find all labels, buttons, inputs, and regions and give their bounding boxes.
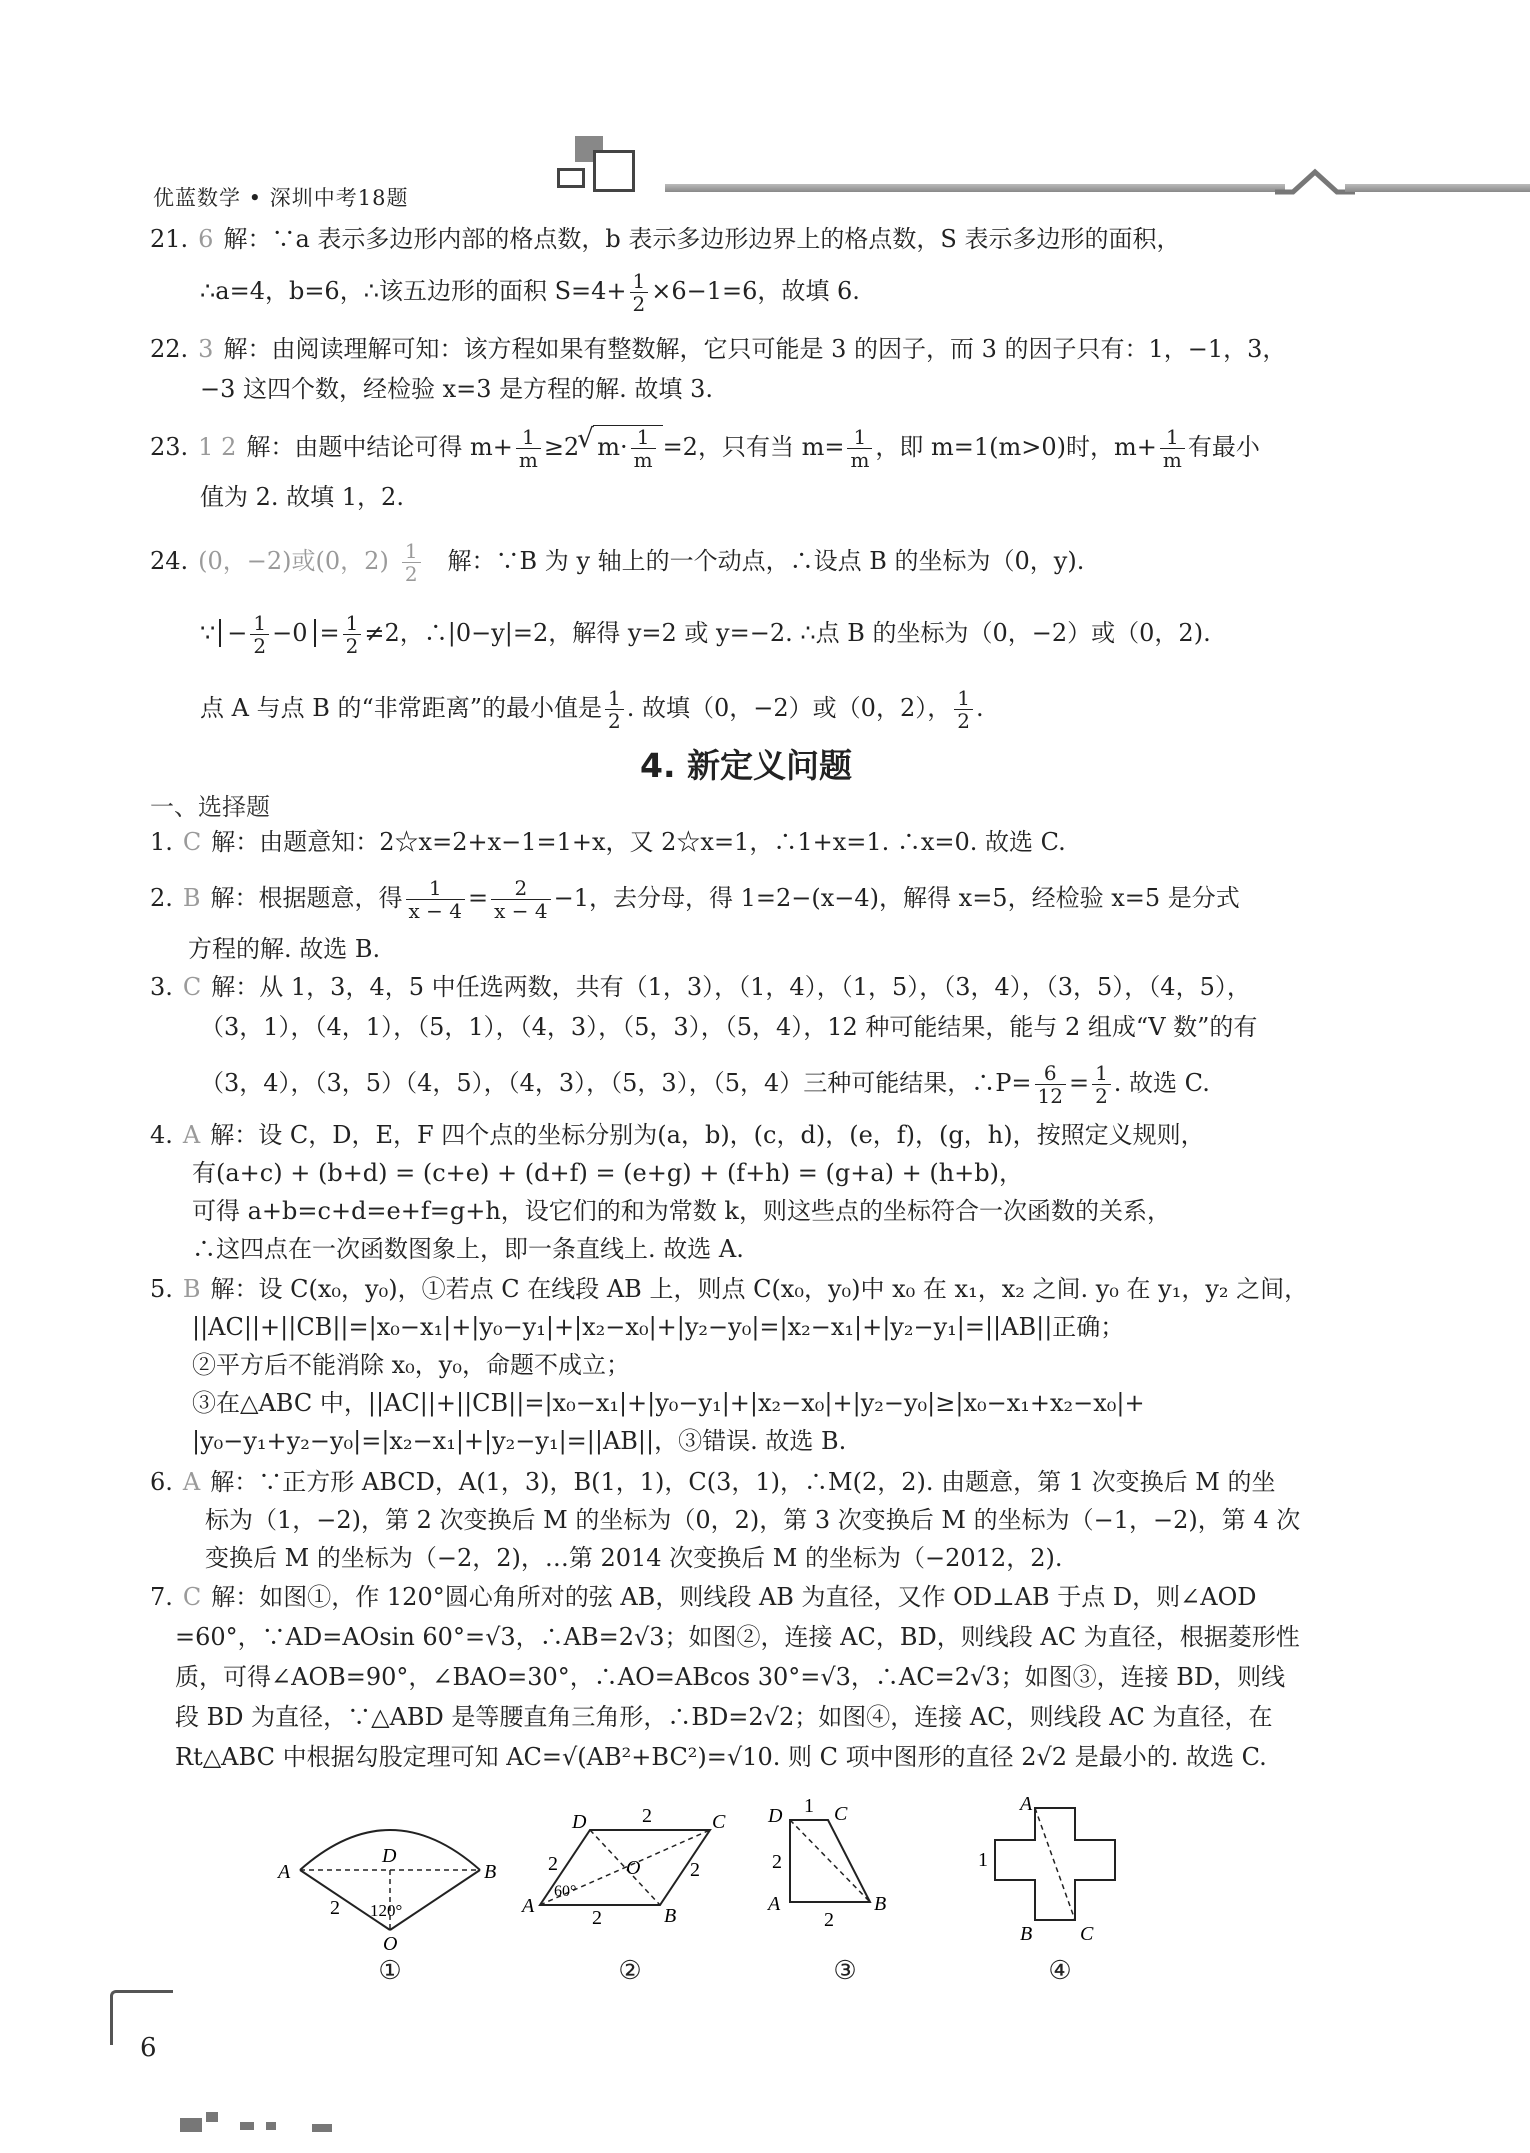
p5-line-3 [192, 1348, 630, 1382]
p3-text: （3，1），（4，1），（5，1），（4，3），（5，3），（5，4），12 种可能结果，能与 2 组成“V 数”的有 [200, 1013, 1258, 1041]
fig3-side-top: 1 [804, 1795, 814, 1817]
p4-line-3 [192, 1194, 1171, 1228]
p4-line-1 [150, 1118, 1205, 1152]
q24-text: ≠2，∴|0−y|=2，解得 y=2 或 y=−2. ∴点 B 的坐标为（0，−2）或（0，2). [364, 619, 1211, 647]
p5-answer: B [182, 1275, 201, 1303]
p5-line-4 [192, 1386, 1145, 1420]
q23-text: ，即 m=1(m>0)时，m+ [875, 433, 1157, 461]
fig3-label-b: B [874, 1893, 887, 1915]
p4-text: 可得 a+b=c+d=e+f=g+h，设它们的和为常数 k，则这些点的坐标符合一次函数的关系， [192, 1197, 1171, 1225]
q22-text: 解：由阅读理解可知：该方程如果有整数解，它只可能是 3 的因子，而 3 的因子只有：1，−1，3， [223, 335, 1287, 363]
p5-text: ||AC||+||CB||=|x₀−x₁|+|y₀−y₁|+|x₂−x₀|+|y₂−y₀|=|x₂−x₁|+|y₂−y₁|=||AB||正确； [192, 1313, 1125, 1341]
q24-text: ∵ [200, 619, 216, 647]
p7-text: 解：如图①，作 120°圆心角所对的弦 AB，则线段 AB 为直径，又作 OD⊥AB 于点 D，则∠AOD [211, 1583, 1257, 1611]
p4-text: 有(a+c) + (b+d) = (c+e) + (d+f) = (e+g) + (f+h) = (g+a) + (h+b)， [192, 1159, 1024, 1187]
fig2-label-c: C [712, 1811, 726, 1833]
fig2-label-o: O [626, 1857, 641, 1879]
fig1-label-d: D [382, 1845, 397, 1867]
p3-answer: C [182, 973, 202, 1001]
p6-text: 变换后 M 的坐标为（−2，2)，…第 2014 次变换后 M 的坐标为（−2012，2). [205, 1544, 1063, 1572]
q21-text: ∴a=4，b=6，∴该五边形的面积 S=4+ [200, 277, 627, 305]
q23-text: 值为 2. 故填 1，2. [200, 483, 404, 511]
p6-line-1 [150, 1465, 1275, 1499]
q22-number: 22. [150, 335, 189, 363]
header-rule [1345, 184, 1530, 192]
absolute-value: − $\frac{1}{2}$ −0 [219, 619, 315, 647]
q23-text: ≥2 [543, 433, 580, 461]
q21-text: ×6−1=6，故填 6. [651, 277, 860, 305]
fig1-label-a: A [278, 1861, 291, 1883]
page-number: 6 [140, 2033, 157, 2063]
fig3-label-a: A [768, 1893, 781, 1915]
fraction: $\frac{1}{2}$ [1092, 1062, 1111, 1107]
p5-text: ③在△ABC 中，||AC||+||CB||=|x₀−x₁|+|y₀−y₁|+|x₂−x₀|+|y₂−y₀|≥|x₀−x₁+x₂−x₀|+ [192, 1389, 1145, 1417]
figure-3-trapezoid [740, 1790, 920, 1950]
p7-line-5 [175, 1740, 1267, 1774]
fraction: $\frac{1}{m}$ [516, 426, 541, 471]
q23-number: 23. [150, 433, 189, 461]
q23-line-2 [200, 480, 404, 514]
figure-1-caption: ① [378, 1956, 402, 1986]
fig1-angle: 120° [370, 1901, 403, 1920]
p2-text: 方程的解. 故选 B. [188, 935, 381, 963]
p5-text: ②平方后不能消除 x₀，y₀，命题不成立； [192, 1351, 630, 1379]
p3-text: . 故选 C. [1113, 1069, 1210, 1097]
p1-line-1 [150, 825, 1066, 859]
q21-text: 解：∵a 表示多边形内部的格点数，b 表示多边形边界上的格点数，S 表示多边形的面积， [223, 225, 1181, 253]
fig2-side-top: 2 [642, 1805, 652, 1827]
p5-line-1 [150, 1272, 1308, 1306]
fig4-side: 1 [978, 1849, 988, 1871]
q22-line-1 [150, 332, 1286, 366]
p2-number: 2. [150, 884, 173, 912]
p4-number: 4. [150, 1121, 173, 1149]
p7-text: 段 BD 为直径，∵△ABD 是等腰直角三角形，∴BD=2√2；如图④，连接 AC，则线段 AC 为直径，在 [175, 1703, 1273, 1731]
p1-number: 1. [150, 828, 173, 856]
p3-line-3: （3，4），（3，5）（4，5），（4，3），（5，3），（5，4）三种可能结果，∴P= $\frac{6}{12}$ = $\frac{1}{2}$ . 故选 C. [200, 1061, 1210, 1108]
fig4-label-a: A [1020, 1793, 1033, 1815]
p3-line-1 [150, 970, 1251, 1004]
p7-line-2 [175, 1620, 1300, 1654]
p7-text: =60°，∵AD=AOsin 60°=√3，∴AB=2√3；如图②，连接 AC，BD，则线段 AC 为直径，根据菱形性 [175, 1623, 1300, 1651]
p5-line-5 [192, 1424, 846, 1458]
fraction: $\frac{2}{x - 4}$ [491, 877, 550, 922]
q22-text: −3 这四个数，经检验 x=3 是方程的解. 故填 3. [200, 375, 713, 403]
fig2-angle: 60° [554, 1883, 577, 1900]
p3-line-2 [200, 1010, 1257, 1044]
p3-text: 解：从 1，3，4，5 中任选两数，共有（1，3），（1，4），（1，5），（3，4），（3，5），（4，5）， [211, 973, 1251, 1001]
p2-line-2 [188, 932, 380, 966]
p5-text: |y₀−y₁+y₂−y₀|=|x₂−x₁|+|y₂−y₁|=||AB||，③错误. 故选 B. [192, 1427, 847, 1455]
p1-text: 解：由题意知：2☆x=2+x−1=1+x，又 2☆x=1，∴1+x=1. ∴x=0. 故选 C. [211, 828, 1066, 856]
q24-number: 24. [150, 547, 189, 575]
fraction: $\frac{1}{x - 4}$ [406, 877, 465, 922]
p7-answer: C [182, 1583, 202, 1611]
fig3-side-bottom: 2 [824, 1909, 834, 1931]
figure-4-cross [960, 1790, 1140, 1950]
q23-text: 解：由题中结论可得 m+ [246, 433, 513, 461]
q22-answer: 3 [198, 335, 214, 363]
page-header [145, 128, 1385, 208]
p2-line-1: 2. B 解：根据题意，得 $\frac{1}{x - 4}$ = $\frac{2}{x - 4}$ −1，去分母，得 1=2−(x−4)，解得 x=5，经检验 x=5 是分式 [150, 876, 1240, 923]
q24-answer: (0，−2)或(0，2) [198, 547, 389, 575]
p3-number: 3. [150, 973, 173, 1001]
p6-number: 6. [150, 1468, 173, 1496]
p4-answer: A [182, 1121, 201, 1149]
fraction: $\frac{6}{12}$ [1035, 1062, 1066, 1107]
fig3-label-c: C [834, 1803, 848, 1825]
fraction: $\frac{1}{m}$ [847, 426, 872, 471]
p7-number: 7. [150, 1583, 173, 1611]
fig4-label-b: B [1020, 1923, 1033, 1945]
figure-3-caption: ③ [833, 1956, 857, 1986]
p2-text: −1，去分母，得 1=2−(x−4)，解得 x=5，经检验 x=5 是分式 [553, 884, 1240, 912]
fraction: $\frac{1}{2}$ [954, 687, 973, 732]
q24-text: = [319, 619, 340, 647]
figures-row [270, 1790, 1150, 1990]
p6-text: 解：∵正方形 ABCD，A(1，3)，B(1，1)，C(3，1)，∴M(2，2). 由题意，第 1 次变换后 M 的坐 [210, 1468, 1276, 1496]
q23-line-1 [150, 425, 1260, 471]
p6-answer: A [182, 1468, 201, 1496]
q24-text: . 故填（0，−2）或（0，2）， [626, 694, 952, 722]
p5-line-2 [192, 1310, 1124, 1344]
p7-text: Rt△ABC 中根据勾股定理可知 AC=√(AB²+BC²)=√10. 则 C 项中图形的直径 2√2 是最小的. 故选 C. [175, 1743, 1267, 1771]
p4-text: 解：设 C，D，E，F 四个点的坐标分别为(a，b)，(c，d)，(e，f)，(g，h)，按照定义规则， [210, 1121, 1205, 1149]
header-peak-decoration [1275, 168, 1355, 198]
series-title: 优蓝数学 • 深圳中考18题 [153, 186, 409, 210]
q24-line-3 [200, 687, 984, 732]
figure-4-caption: ④ [1048, 1956, 1072, 1986]
p6-line-3 [205, 1541, 1062, 1575]
q23-text: 有最小 [1187, 433, 1260, 461]
p7-text: 质，可得∠AOB=90°，∠BAO=30°，∴AO=ABcos 30°=√3，∴AC=2√3；如图③，连接 BD，则线 [175, 1663, 1286, 1691]
section-title: 4. 新定义问题 [640, 746, 852, 785]
p6-text: 标为（1，−2)，第 2 次变换后 M 的坐标为（0，2)，第 3 次变换后 M 的坐标为（−1，−2)，第 4 次 [205, 1506, 1301, 1534]
p4-line-4 [192, 1232, 744, 1266]
figure-2-caption: ② [618, 1956, 642, 1986]
fig4-label-c: C [1080, 1923, 1094, 1945]
p5-text: 解：设 C(x₀，y₀)，①若点 C 在线段 AB 上，则点 C(x₀，y₀)中 x₀ 在 x₁，x₂ 之间. y₀ 在 y₁，y₂ 之间， [210, 1275, 1309, 1303]
section-subtitle: 一、选择题 [150, 793, 270, 821]
header-decoration [557, 168, 585, 188]
fig2-side-bottom: 2 [592, 1907, 602, 1929]
p1-answer: C [182, 828, 202, 856]
q21-line-1 [150, 222, 1180, 256]
header-rule [665, 184, 1285, 192]
p4-line-2 [192, 1156, 1023, 1190]
p7-line-4 [175, 1700, 1273, 1734]
q23-answer: 1 2 [198, 433, 237, 461]
q24-text: 解：∵B 为 y 轴上的一个动点，∴设点 B 的坐标为（0，y). [447, 547, 1085, 575]
q22-line-2 [200, 372, 713, 406]
fig1-side: 2 [330, 1897, 340, 1919]
fraction: $\frac{1}{m}$ [1160, 426, 1185, 471]
q21-answer: 6 [198, 225, 214, 253]
fig1-label-b: B [484, 1861, 497, 1883]
q21-line-2 [200, 270, 860, 315]
fig1-label-o: O [383, 1933, 398, 1955]
q24-text: 点 A 与点 B 的“非常距离”的最小值是 [200, 694, 603, 722]
q24-answer-fraction: $\frac{1}{2}$ [402, 540, 421, 585]
fig2-side-right: 2 [690, 1859, 700, 1881]
p7-line-1 [150, 1580, 1257, 1614]
fig2-label-d: D [572, 1811, 587, 1833]
fig3-label-d: D [768, 1805, 783, 1827]
q24-line-1 [150, 540, 1084, 585]
p2-answer: B [182, 884, 201, 912]
p2-text: 解：根据题意，得 [210, 884, 403, 912]
q24-text: . [975, 694, 984, 722]
header-decoration [593, 150, 635, 192]
q24-line-2 [200, 612, 1211, 657]
fig2-label-a: A [522, 1895, 535, 1917]
p5-number: 5. [150, 1275, 173, 1303]
fraction: $\frac{1}{2}$ [630, 270, 649, 315]
p3-text: （3，4），（3，5）（4，5），（4，3），（5，3），（5，4）三种可能结果，∴P= [200, 1069, 1032, 1097]
p6-line-2 [205, 1503, 1300, 1537]
fig2-side-left: 2 [548, 1853, 558, 1875]
figure-2-rhombus [520, 1790, 726, 1950]
figure-1-sector [270, 1790, 510, 1955]
fig3-side-left: 2 [772, 1851, 782, 1873]
q23-text: =2，只有当 m= [662, 433, 845, 461]
fraction: $\frac{1}{2}$ [605, 687, 624, 732]
q21-number: 21. [150, 225, 189, 253]
fig2-label-b: B [664, 1905, 677, 1927]
square-root: √ m· $\frac{1}{m}$ [593, 425, 662, 471]
p7-line-3 [175, 1660, 1285, 1694]
fraction: $\frac{1}{2}$ [343, 612, 362, 657]
p4-text: ∴这四点在一次函数图象上，即一条直线上. 故选 A. [192, 1235, 744, 1263]
